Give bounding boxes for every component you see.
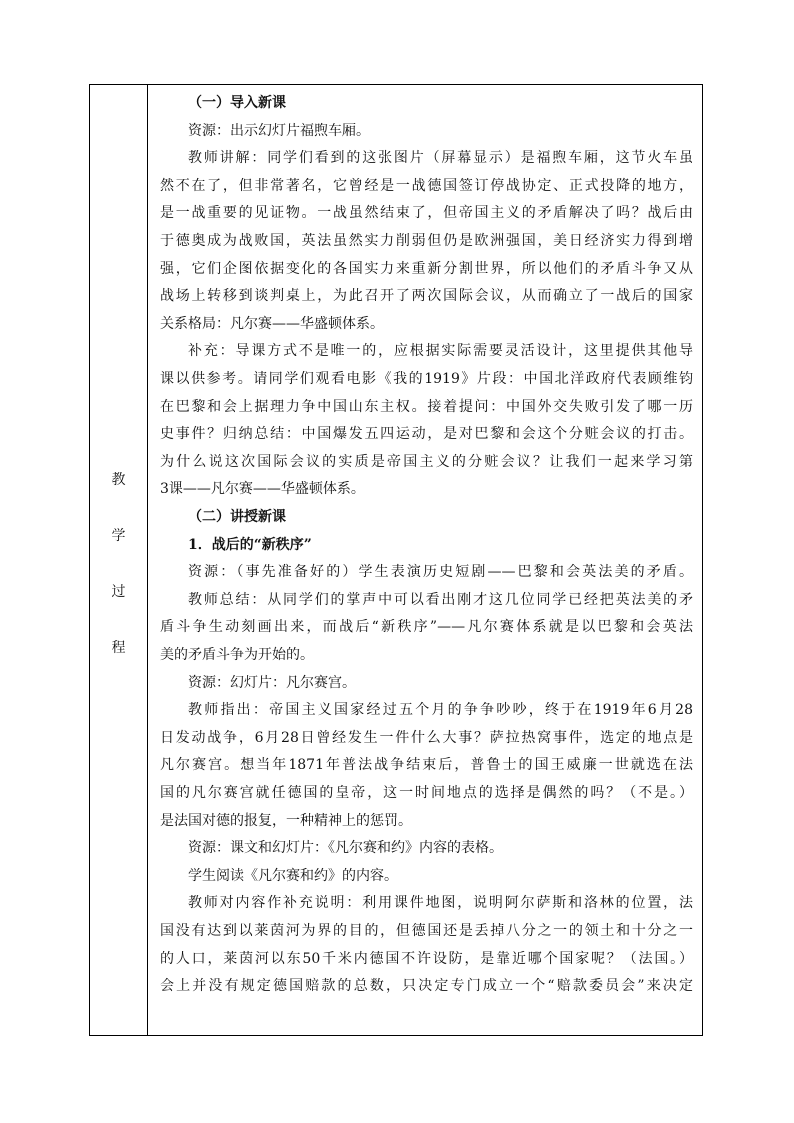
content-line: 资源：（事先准备好的）学生表演历史短剧——巴黎和会英法美的矛盾。 — [188, 564, 693, 581]
section-label-column — [90, 85, 147, 1035]
section-label-char: 学 — [111, 528, 126, 544]
content-line: 于德奥成为战败国，英法虽然实力削弱但仍是欧洲强国，美日经济实力得到增 — [160, 233, 693, 249]
section-label-char: 过 — [111, 584, 126, 600]
content-line: 史事件？归纳总结：中国爆发五四运动，是对巴黎和会这个分赃会议的打击。 — [160, 426, 693, 443]
content-line: 为什么说这次国际会议的实质是帝国主义的分赃会议？让我们一起来学习第 — [160, 453, 693, 470]
content-line: 美的矛盾斗争为开始的。 — [160, 647, 314, 663]
content-line: 关系格局：凡尔赛——华盛顿体系。 — [160, 315, 384, 332]
content-line: 补充：导课方式不是唯一的，应根据实际需要灵活设计，这里提供其他导 — [188, 343, 693, 360]
lesson-plan-table — [89, 84, 703, 1036]
content-line: 3课——凡尔赛——华盛顿体系。 — [160, 481, 365, 498]
content-line: 的人口，莱茵河以东50千米内德国不许设防，是靠近哪个国家呢？（法国。） — [160, 950, 693, 967]
content-line: 是法国对德的报复，一种精神上的惩罚。 — [160, 812, 412, 829]
content-line: 教师总结：从同学们的掌声中可以看出刚才这几位同学已经把英法美的矛 — [188, 591, 693, 608]
content-line: 课以供参考。请同学们观看电影《我的1919》片段：中国北洋政府代表顾维钧 — [160, 371, 693, 387]
content-line: 强，它们企图依据变化的各国实力来重新分割世界，所以他们的矛盾斗争又从 — [160, 260, 693, 277]
content-line: 国的凡尔赛宫就任德国的皇帝，这一时间地点的选择是偶然的吗？（不是。） — [160, 785, 693, 801]
content-line: 资源：课文和幻灯片：《凡尔赛和约》内容的表格。 — [188, 840, 503, 857]
content-line: 资源：出示幻灯片福煦车厢。 — [188, 122, 370, 139]
content-line: 盾斗争生动刻画出来，而战后“新秩序”——凡尔赛体系就是以巴黎和会英法 — [160, 619, 693, 636]
content-line: 教师对内容作补充说明：利用课件地图，说明阿尔萨斯和洛林的位置，法 — [188, 895, 693, 912]
content-line: 日发动战争，6月28日曾经发生一件什么大事？萨拉热窝事件，选定的地点是 — [160, 729, 693, 746]
content-line: 是一战重要的见证物。一战虽然结束了，但帝国主义的矛盾解决了吗？战后由 — [160, 205, 693, 222]
section-label-char: 教 — [111, 472, 126, 488]
section-heading: 1．战后的“新秩序” — [188, 536, 312, 553]
section-heading: （二）讲授新课 — [188, 509, 286, 525]
content-line: 教师指出：帝国主义国家经过五个月的争争吵吵，终于在1919年6月28 — [188, 702, 693, 719]
content-line: 学生阅读《凡尔赛和约》的内容。 — [188, 867, 398, 884]
content-line: 资源：幻灯片：凡尔赛宫。 — [188, 674, 356, 691]
column-divider — [147, 85, 148, 1035]
section-label-char: 程 — [111, 640, 126, 656]
content-line: 会上并没有规定德国赔款的总数，只决定专门成立一个“赔款委员会”来决定 — [160, 978, 693, 995]
content-line: 战场上转移到谈判桌上，为此召开了两次国际会议，从而确立了一战后的国家 — [160, 288, 693, 305]
section-heading: （一）导入新课 — [188, 95, 286, 111]
content-line: 教师讲解：同学们看到的这张图片（屏幕显示）是福煦车厢，这节火车虽 — [188, 150, 693, 167]
content-line: 国没有达到以莱茵河为界的目的，但德国还是丢掉八分之一的领土和十分之一 — [160, 923, 693, 939]
content-line: 凡尔赛宫。想当年1871年普法战争结束后，普鲁士的国王威廉一世就选在法 — [160, 757, 693, 774]
content-line: 然不在了，但非常著名，它曾经是一战德国签订停战协定、正式投降的地方， — [160, 177, 693, 194]
content-line: 在巴黎和会上据理力争中国山东主权。接着提问：中国外交失败引发了哪一历 — [160, 398, 693, 415]
